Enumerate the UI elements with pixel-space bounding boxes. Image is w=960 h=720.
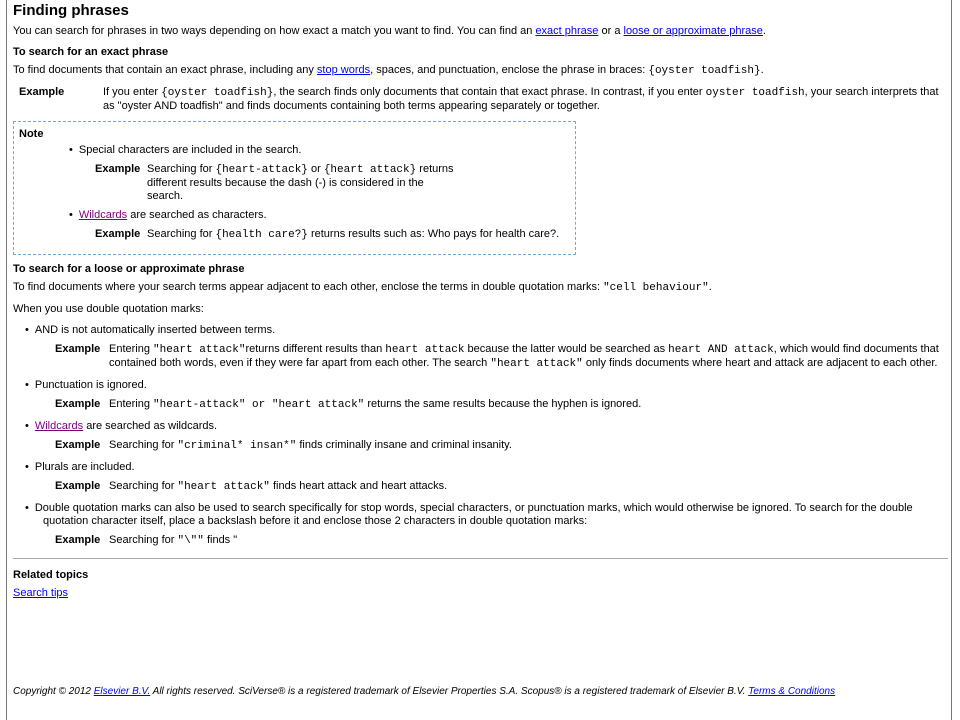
code: "heart attack" bbox=[177, 481, 270, 493]
example-punctuation bbox=[55, 398, 948, 412]
text: returns the same results because the hyphen is ignored. bbox=[364, 398, 642, 410]
example-text-2: , the search finds only documents that contain that exact phrase. In contrast, if you enter bbox=[273, 86, 706, 98]
exact-text-mid: , spaces, and punctuation, enclose the phrase in braces: bbox=[370, 64, 649, 76]
text: Searching for bbox=[147, 228, 216, 240]
wildcards-link-2[interactable]: Wildcards bbox=[34, 420, 84, 432]
text: Entering bbox=[109, 398, 154, 410]
code: "heart attack" bbox=[153, 344, 246, 356]
text: or bbox=[307, 163, 324, 175]
text: Entering bbox=[109, 343, 154, 355]
code: "criminal* insan*" bbox=[177, 440, 297, 452]
example-code-2: oyster toadfish bbox=[705, 87, 805, 99]
search-tips-link[interactable]: Search tips bbox=[13, 587, 69, 599]
bullet-punctuation: • Punctuation is ignored. bbox=[25, 379, 948, 392]
example-label: Example bbox=[19, 86, 65, 98]
note-example-2-text bbox=[147, 228, 567, 242]
example-label: Example bbox=[55, 534, 101, 546]
example-text-3: , your search interprets that as "oyster AND toadfish" and finds documents containing both terms appearing separately or together. bbox=[103, 86, 939, 112]
text: Searching for bbox=[109, 480, 178, 492]
terms-conditions-link[interactable]: Terms & Conditions bbox=[748, 686, 836, 697]
related-topics-list bbox=[13, 587, 948, 599]
footer-text: Copyright © 2012 bbox=[13, 686, 94, 697]
note-title: Note bbox=[19, 128, 44, 140]
code: {health care?} bbox=[215, 229, 308, 241]
text: Searching for bbox=[147, 163, 216, 175]
text: Searching for bbox=[109, 439, 178, 451]
example-double-quotes bbox=[55, 534, 948, 548]
text: finds " bbox=[203, 534, 238, 546]
code: heart attack bbox=[385, 344, 465, 356]
intro-text: You can search for phrases in two ways depending on how exact a match you want to find. You can find an bbox=[13, 25, 536, 37]
text: are searched as characters. bbox=[127, 209, 267, 221]
bullet-wildcards bbox=[25, 420, 948, 433]
intro-paragraph bbox=[13, 25, 948, 38]
text: finds heart attack and heart attacks. bbox=[269, 480, 448, 492]
code: "heart-attack" or "heart attack" bbox=[153, 399, 365, 411]
example-and bbox=[55, 343, 948, 371]
copyright-footer bbox=[13, 686, 835, 697]
code: "heart attack" bbox=[490, 358, 583, 370]
exact-phrase-link[interactable]: exact phrase bbox=[535, 25, 599, 37]
loose-paragraph bbox=[13, 281, 948, 295]
text: only finds documents where heart and attack are adjacent to each other. bbox=[582, 357, 938, 369]
divider bbox=[13, 558, 948, 559]
example-label: Example bbox=[55, 343, 101, 355]
wildcards-link[interactable]: Wildcards bbox=[78, 209, 128, 221]
note-bullet-special-chars: • Special characters are included in the search. bbox=[81, 144, 575, 157]
note-example-1 bbox=[95, 163, 575, 203]
bullet-plurals: • Plurals are included. bbox=[25, 461, 948, 474]
example-text-1: If you enter bbox=[103, 86, 162, 98]
related-topics-title: Related topics bbox=[13, 569, 89, 581]
exact-text-end: . bbox=[760, 64, 764, 76]
code: {heart-attack} bbox=[215, 164, 308, 176]
code: {heart attack} bbox=[323, 164, 417, 176]
code: "\"" bbox=[177, 535, 204, 547]
bullet-and: • AND is not automatically inserted between terms. bbox=[25, 324, 948, 337]
exact-paragraph bbox=[13, 64, 948, 78]
example-text bbox=[103, 86, 948, 113]
code: "cell behaviour" bbox=[603, 282, 709, 294]
example-plurals-text bbox=[109, 480, 948, 494]
exact-code: {oyster toadfish} bbox=[648, 65, 761, 77]
example-punctuation-text bbox=[109, 398, 948, 412]
text: returns different results than bbox=[245, 343, 386, 355]
window-left-border bbox=[0, 0, 7, 720]
example-and-text bbox=[109, 343, 948, 371]
text: are searched as wildcards. bbox=[83, 420, 218, 432]
text: . bbox=[708, 281, 712, 293]
intro-text-mid: or a bbox=[598, 25, 624, 37]
exact-example bbox=[13, 86, 948, 113]
example-double-quotes-text bbox=[109, 534, 948, 548]
exact-heading: To search for an exact phrase bbox=[13, 46, 169, 58]
loose-paragraph-2: When you use double quotation marks: bbox=[13, 303, 204, 315]
example-plurals bbox=[55, 480, 948, 494]
example-label: Example bbox=[55, 480, 101, 492]
exact-text: To find documents that contain an exact phrase, including any bbox=[13, 64, 317, 76]
loose-heading: To search for a loose or approximate phrase bbox=[13, 263, 245, 275]
text: Searching for bbox=[109, 534, 178, 546]
example-wildcards-text bbox=[109, 439, 948, 453]
example-label: Example bbox=[55, 398, 101, 410]
example-label: Example bbox=[95, 228, 141, 240]
bullet-double-quotes: • Double quotation marks can also be used to search specifically for stop words, special characters, or punctuation marks, which would otherwise be ignored. To search for the double quotation character itself, place a backslash before it and enclose those 2 characters in double quotation marks: bbox=[25, 502, 948, 528]
loose-phrase-link[interactable]: loose or approximate phrase bbox=[623, 25, 763, 37]
example-label: Example bbox=[55, 439, 101, 451]
page-title: Finding phrases bbox=[13, 2, 129, 19]
footer-text-mid: All rights reserved. SciVerse® is a registered trademark of Elsevier Properties S.A. Scopus® is a registered trademark of Elsevier B.V. bbox=[150, 686, 749, 697]
note-box bbox=[13, 121, 576, 255]
intro-text-end: . bbox=[762, 25, 766, 37]
note-example-2 bbox=[95, 228, 575, 242]
example-wildcards bbox=[55, 439, 948, 453]
text: , which would find documents that contained both words, even if they were far apart from each other. The search bbox=[109, 343, 939, 369]
elsevier-link[interactable]: Elsevier B.V. bbox=[93, 686, 151, 697]
text: returns results such as: Who pays for health care?. bbox=[307, 228, 560, 240]
example-label: Example bbox=[95, 163, 141, 175]
text: because the latter would be searched as bbox=[464, 343, 669, 355]
code: heart AND attack bbox=[668, 344, 774, 356]
text: returns different results because the dash (-) is considered in the search. bbox=[147, 163, 454, 202]
help-content bbox=[13, 0, 948, 599]
example-code-1: {oyster toadfish} bbox=[161, 87, 274, 99]
stop-words-link[interactable]: stop words bbox=[316, 64, 371, 76]
text: finds criminally insane and criminal insanity. bbox=[296, 439, 512, 451]
note-bullet-wildcards bbox=[78, 209, 575, 222]
window-right-border bbox=[951, 0, 960, 720]
note-example-1-text bbox=[147, 163, 457, 203]
text: To find documents where your search terms appear adjacent to each other, enclose the terms in double quotation marks: bbox=[13, 281, 604, 293]
